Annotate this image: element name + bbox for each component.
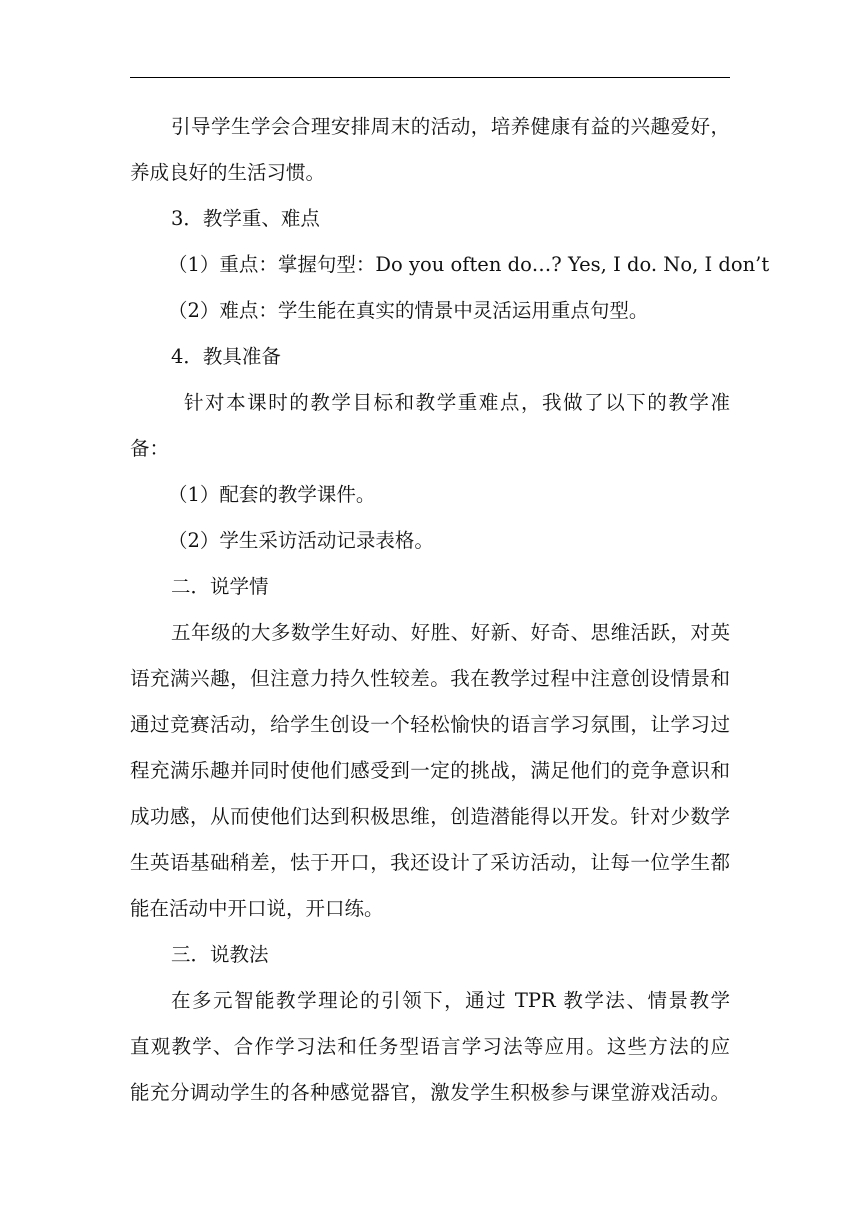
paragraph-line: 备： <box>130 437 170 460</box>
section-heading: 4．教具准备 <box>171 345 281 368</box>
list-item: （2）学生采访活动记录表格。 <box>168 529 434 552</box>
paragraph-line: 语充满兴趣，但注意力持久性较差。我在教学过程中注意创设情景和 <box>130 667 730 690</box>
paragraph-line: （2）难点：学生能在真实的情景中灵活运用重点句型。 <box>168 299 649 322</box>
section-heading: 二．说学情 <box>171 575 269 598</box>
paragraph-line: 针对本课时的教学目标和教学重难点，我做了以下的教学准 <box>184 391 730 414</box>
section-heading: 3．教学重、难点 <box>171 207 320 230</box>
paragraph-line: 在多元智能教学理论的引领下，通过 TPR 教学法、情景教学 <box>171 989 730 1012</box>
list-item: （1）配套的教学课件。 <box>168 483 376 506</box>
paragraph-line: 五年级的大多数学生好动、好胜、好新、好奇、思维活跃，对英 <box>171 621 730 644</box>
document-body <box>130 104 770 1116</box>
paragraph-line: 直观教学、合作学习法和任务型语言学习法等应用。这些方法的应 <box>130 1035 730 1058</box>
paragraph-line: 成功感，从而使他们达到积极思维，创造潜能得以开发。针对少数学 <box>130 805 730 828</box>
paragraph-line: 引导学生学会合理安排周末的活动，培养健康有益的兴趣爱好， <box>171 115 730 138</box>
paragraph-line: 能在活动中开口说，开口练。 <box>130 897 384 920</box>
paragraph-line: 程充满乐趣并同时使他们感受到一定的挑战，满足他们的竞争意识和 <box>130 759 730 782</box>
paragraph-line: 通过竞赛活动，给学生创设一个轻松愉快的语言学习氛围，让学习过 <box>130 713 730 736</box>
header-rule <box>130 77 730 78</box>
paragraph-line: 生英语基础稍差，怯于开口，我还设计了采访活动，让每一位学生都 <box>130 851 730 874</box>
paragraph-line: 能充分调动学生的各种感觉器官，激发学生积极参与课堂游戏活动。 <box>130 1081 730 1104</box>
section-heading: 三．说教法 <box>171 943 269 966</box>
paragraph-line: 养成良好的生活习惯。 <box>130 161 326 184</box>
paragraph-line: （1）重点：掌握句型：Do you often do…? Yes, I do. No, I don’t <box>168 253 770 276</box>
